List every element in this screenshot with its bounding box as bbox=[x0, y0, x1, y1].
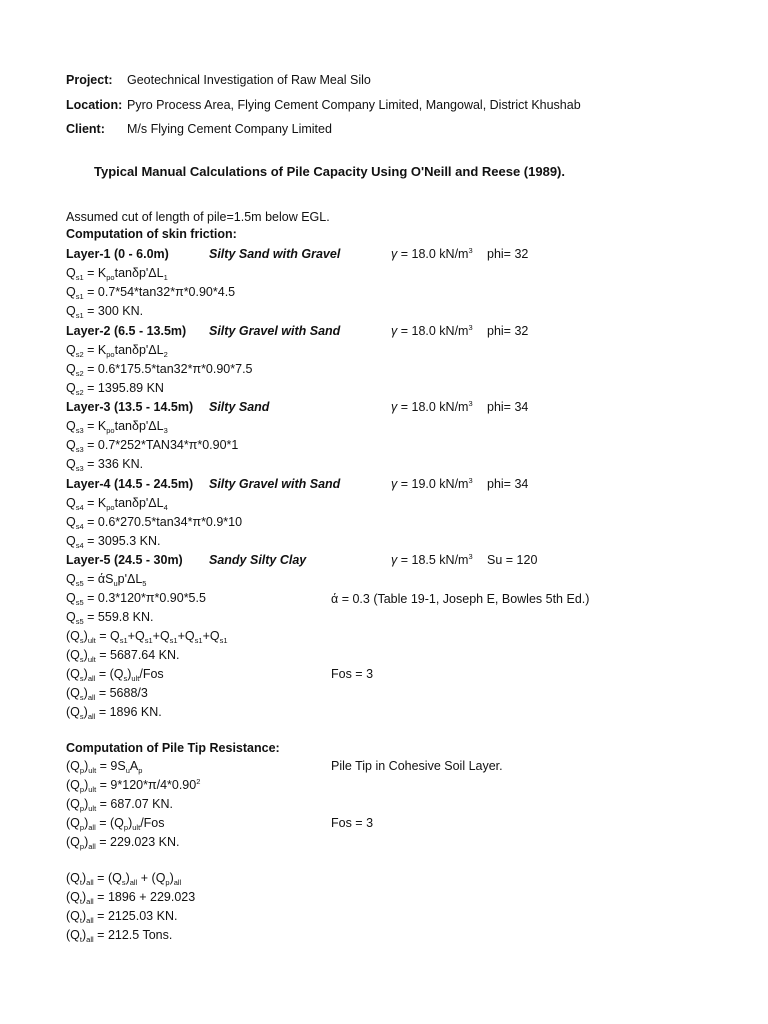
tip-formula-1: $(Q_p)_{ult} = 9S_uA_p$ bbox=[66, 759, 143, 775]
layer-unit-weight: γ = 18.5 $kN/m^3$ bbox=[391, 552, 473, 567]
layer-parameter: phi= 34 bbox=[487, 477, 529, 491]
project-label: Project: bbox=[66, 73, 113, 87]
layer-parameter: phi= 34 bbox=[487, 400, 529, 414]
layer-unit-weight: γ = 19.0 $kN/m^3$ bbox=[391, 476, 473, 491]
layer-formula-result: $Q_{s2} = 1395.89$ KN bbox=[66, 381, 164, 397]
tip-formula-4: $(Q_p)_{all} = (Q_p)_{ult}/Fos$ bbox=[66, 816, 165, 832]
total-formula-2: $(Q_t)_{all} = 1896 + 229.023$ bbox=[66, 890, 196, 906]
layer-parameter: phi= 32 bbox=[487, 247, 529, 261]
layer-formula-general: $Q_{s4} = K_{po}\tan\delta p'\Delta L_4$ bbox=[66, 496, 168, 512]
layer-title: Layer-1 (0 - 6.0m) bbox=[66, 247, 169, 261]
layer-title: Layer-3 (13.5 - 14.5m) bbox=[66, 400, 194, 414]
layer-unit-weight: γ = 18.0 $kN/m^3$ bbox=[391, 399, 473, 414]
layer-formula-result: $Q_{s4} = 3095.3$ KN. bbox=[66, 534, 161, 550]
tip-formula-5: $(Q_p)_{all} = 229.023$ KN. bbox=[66, 835, 180, 851]
total-formula-4: $(Q_t)_{all} = 212.5$ Tons. bbox=[66, 928, 173, 944]
layer-formula-substituted: $Q_{s2} = 0.6*175.5*\tan 32*\pi*0.90*7.5$ bbox=[66, 362, 253, 378]
layer-formula-result: $Q_{s3} = 336$ KN. bbox=[66, 457, 144, 473]
tip-fos: Fos = 3 bbox=[331, 816, 374, 830]
layer-formula-general: $Q_{s2} = K_{po}\tan\delta p'\Delta L_2$ bbox=[66, 343, 168, 359]
layer-formula-substituted: $Q_{s5} = 0.3*120*\pi*0.90*5.5$ bbox=[66, 591, 206, 607]
skin-all-calc: $(Q_s)_{all} = 5688/3$ bbox=[66, 686, 148, 702]
layer-soil: Silty Gravel with Sand bbox=[209, 477, 341, 491]
location-label: Location: bbox=[66, 98, 123, 112]
tip-note: Pile Tip in Cohesive Soil Layer. bbox=[331, 759, 503, 773]
layer-formula-general: $Q_{s3} = K_{po}\tan\delta p'\Delta L_3$ bbox=[66, 419, 168, 435]
project-value: Geotechnical Investigation of Raw Meal Silo bbox=[127, 73, 371, 87]
client-label: Client: bbox=[66, 122, 105, 136]
client-value: M/s Flying Cement Company Limited bbox=[127, 122, 332, 136]
tip-heading: Computation of Pile Tip Resistance: bbox=[66, 741, 280, 755]
total-formula-3: $(Q_t)_{all} = 2125.03$ KN. bbox=[66, 909, 178, 925]
skin-all-formula: $(Q_s)_{all} = (Q_s)_{ult}/Fos$ bbox=[66, 667, 164, 683]
layer-parameter: phi= 32 bbox=[487, 324, 529, 338]
layer-formula-general: $Q_{s5} = άS_up'\Delta L_5$ bbox=[66, 572, 147, 588]
layer-formula-general: $Q_{s1} = K_{po}\tan\delta p'\Delta L_1$ bbox=[66, 266, 168, 282]
layer-title: Layer-2 (6.5 - 13.5m) bbox=[66, 324, 187, 338]
layer-soil: Silty Gravel with Sand bbox=[209, 324, 341, 338]
location-value: Pyro Process Area, Flying Cement Company Limited, Mangowal, District Khushab bbox=[127, 98, 581, 112]
layer-formula-substituted: $Q_{s4} = 0.6*270.5*\tan 34*\pi*0.9*10$ bbox=[66, 515, 243, 531]
layer-unit-weight: γ = 18.0 $kN/m^3$ bbox=[391, 246, 473, 261]
alpha-note: ά = 0.3 (Table 19-1, Joseph E, Bowles 5th Ed.) bbox=[331, 592, 590, 606]
skin-sum-formula: $(Q_s)_{ult} = Q_{s1}+Q_{s1}+Q_{s1}+Q_{s1}+Q_{s1}$ bbox=[66, 629, 228, 645]
cutoff-note: Assumed cut of length of pile=1.5m below EGL. bbox=[66, 210, 330, 224]
layer-soil: Sandy Silty Clay bbox=[209, 553, 307, 567]
layer-soil: Silty Sand with Gravel bbox=[209, 247, 341, 261]
tip-formula-3: $(Q_p)_{ult} = 687.07$ KN. bbox=[66, 797, 173, 813]
skin-ult-value: $(Q_s)_{ult} = 5687.64$ KN. bbox=[66, 648, 180, 664]
layer-formula-result: $Q_{s5} = 559.8$ KN. bbox=[66, 610, 154, 626]
skin-heading: Computation of skin friction: bbox=[66, 227, 237, 241]
total-formula-1: $(Q_t)_{all} = (Q_s)_{all} + (Q_p)_{all}$ bbox=[66, 871, 182, 887]
tip-formula-2: $(Q_p)_{ult} = 9*120*\pi/4*0.90^2$ bbox=[66, 777, 201, 794]
skin-fos: Fos = 3 bbox=[331, 667, 374, 681]
layer-parameter: Su = 120 bbox=[487, 553, 538, 567]
layer-formula-substituted: $Q_{s1} = 0.7*54*\tan 32*\pi*0.90*4.5$ bbox=[66, 285, 236, 301]
layer-soil: Silty Sand bbox=[209, 400, 270, 414]
layer-unit-weight: γ = 18.0 $kN/m^3$ bbox=[391, 323, 473, 338]
layer-formula-substituted: $Q_{s3} = 0.7*252*TAN34*\pi*0.90*1$ bbox=[66, 438, 239, 454]
skin-all-value: $(Q_s)_{all} = 1896$ KN. bbox=[66, 705, 162, 721]
layer-formula-result: $Q_{s1} = 300$ KN. bbox=[66, 304, 144, 320]
layer-title: Layer-4 (14.5 - 24.5m) bbox=[66, 477, 194, 491]
layer-title: Layer-5 (24.5 - 30m) bbox=[66, 553, 183, 567]
page-title: Typical Manual Calculations of Pile Capacity Using O'Neill and Reese (1989). bbox=[94, 164, 565, 179]
